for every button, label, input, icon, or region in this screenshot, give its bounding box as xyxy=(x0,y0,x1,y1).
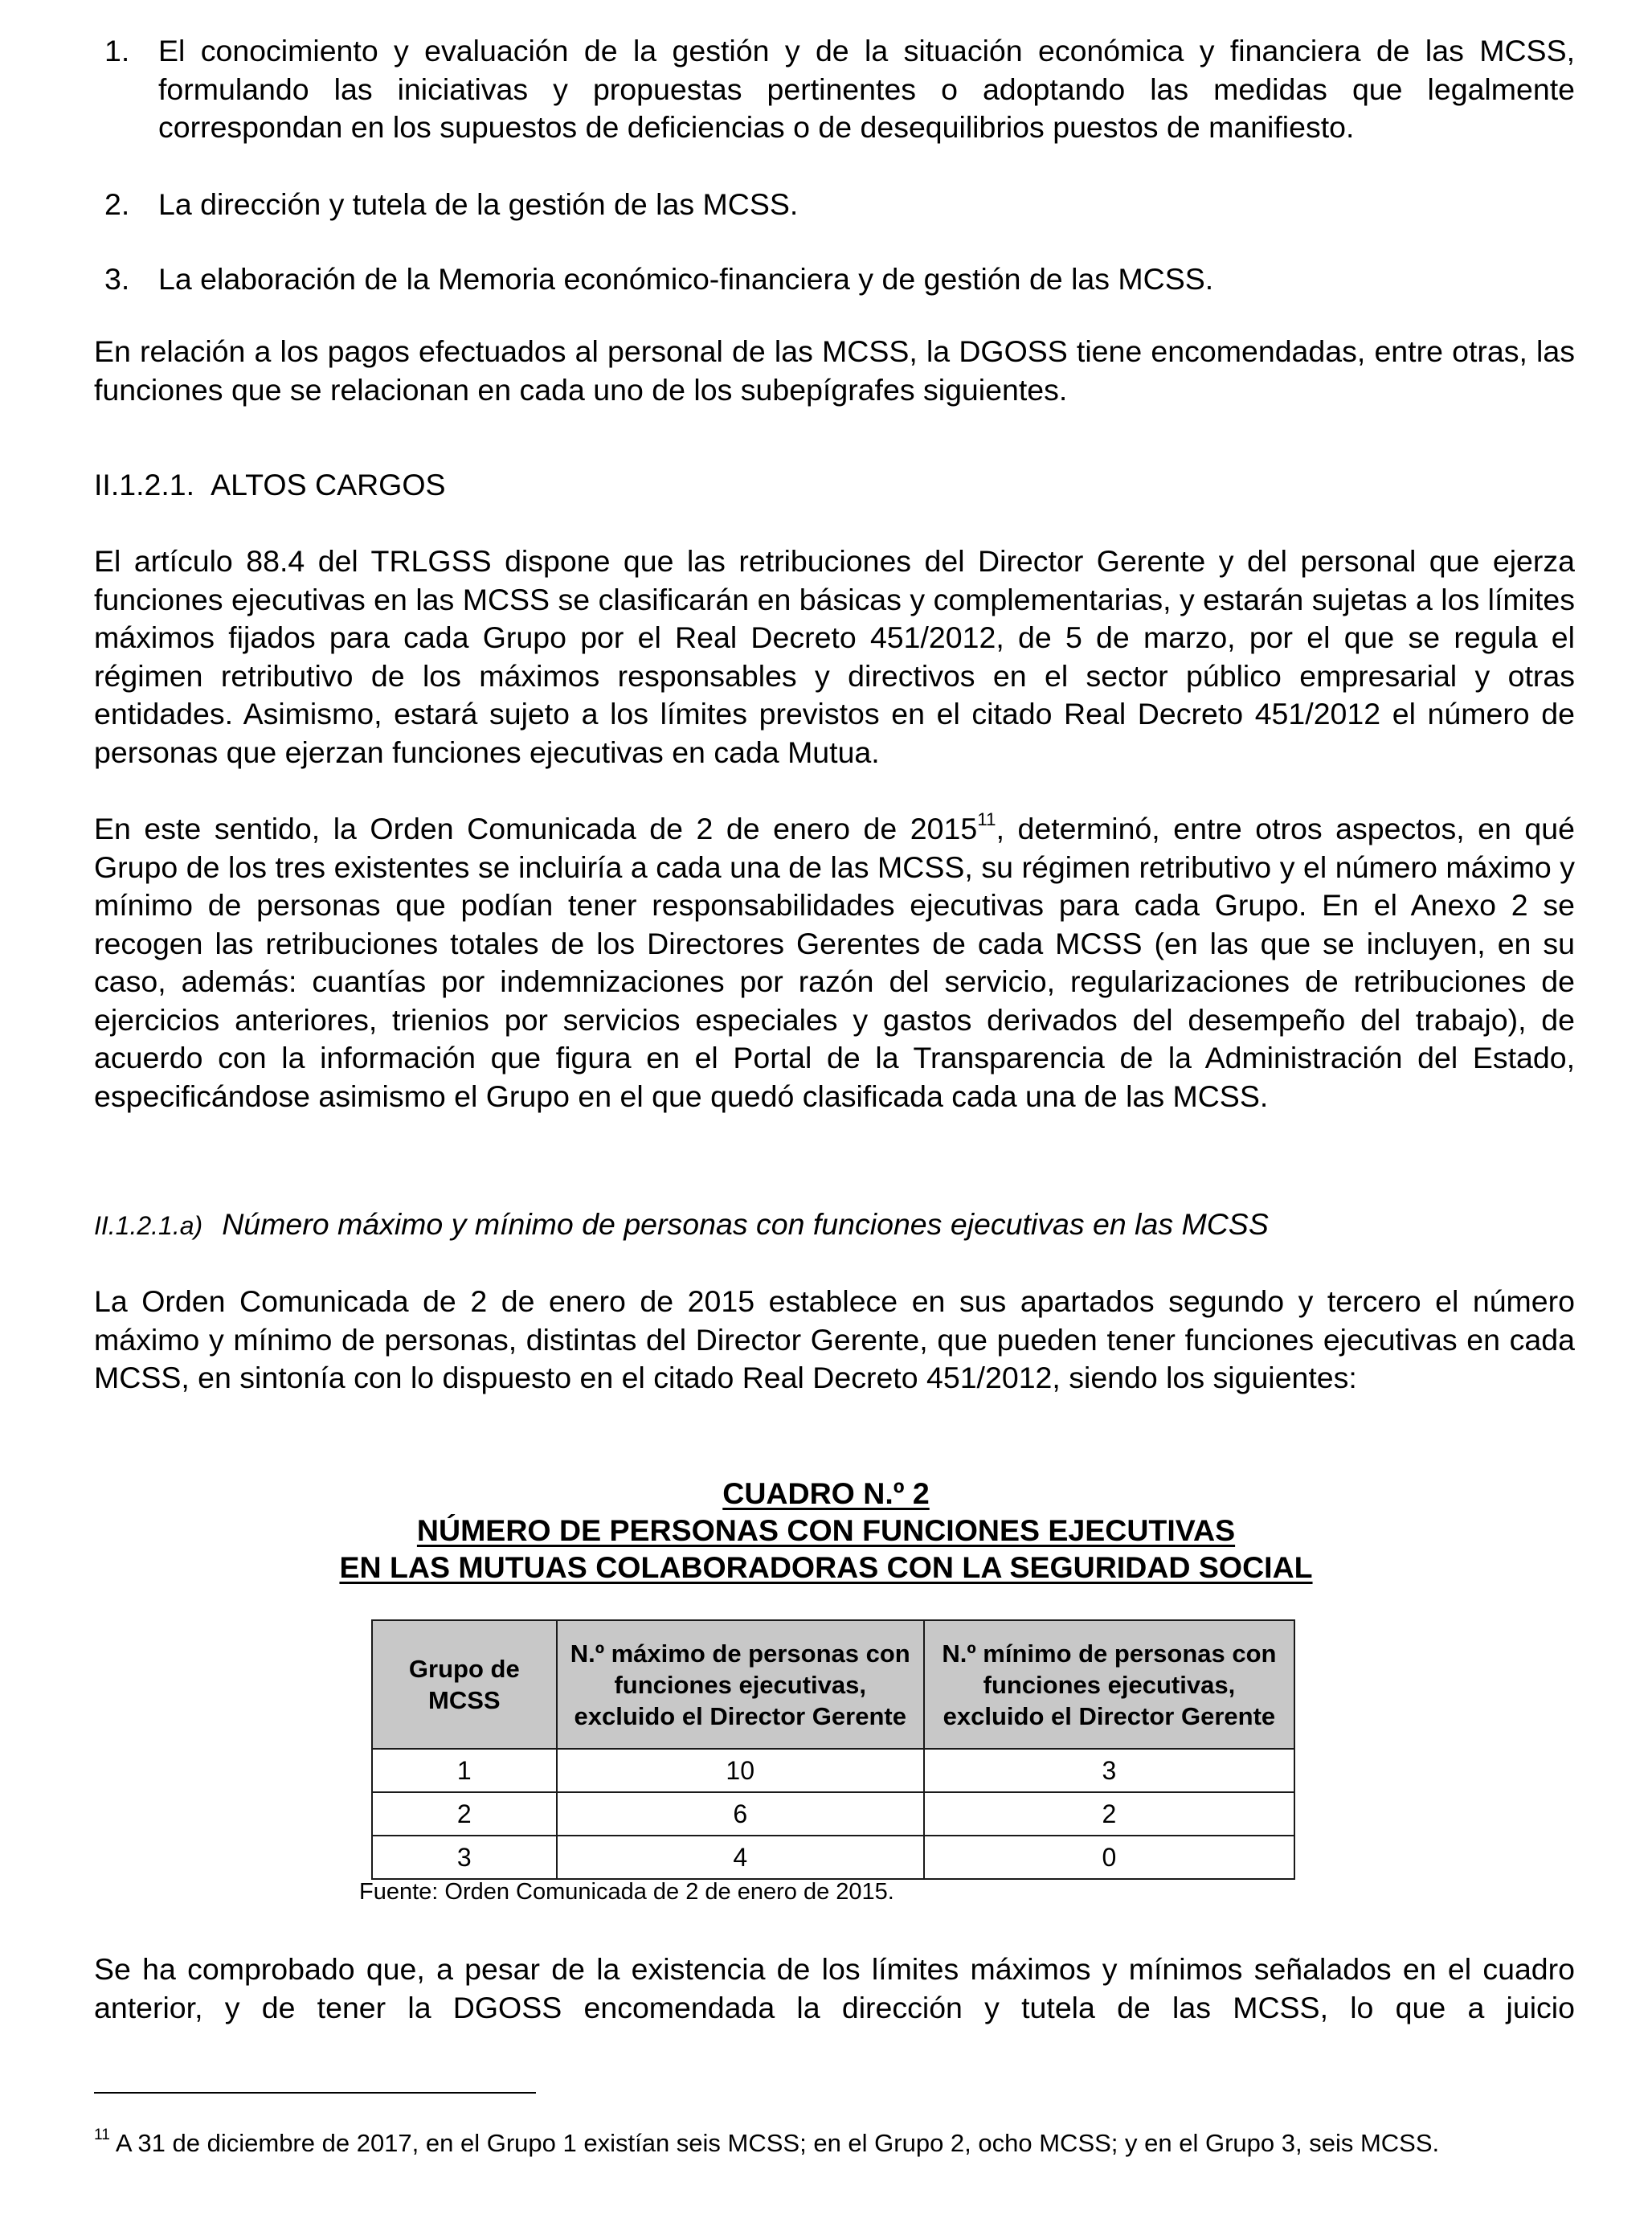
paragraph-article-88-4: El artículo 88.4 del TRLGSS dispone que las retribuciones del Director Gerente y del personal que ejerza funciones ejecutivas en las MCSS se clasificarán en básicas y complementarias, y estarán sujetas a los límites máximos fijados para cada Grupo por el Real Decreto 451/2012, de 5 de marzo, por el que se regula el régimen retributivo de los máximos responsables y directivos en el sector público empresarial y otras entidades. Asimismo, estará sujeto a los límites previstos en el citado Real Decreto 451/2012 el número de personas que ejerzan funciones ejecutivas en cada Mutua. xyxy=(94,544,1575,769)
table-title-line-1 xyxy=(0,1475,1652,1512)
footnote xyxy=(94,2127,1575,2160)
list-number: 1. xyxy=(104,34,130,68)
paragraph-text: En este sentido, la Orden Comunicada de 2 de enero de 2015 xyxy=(94,812,978,845)
cell-grupo: 3 xyxy=(372,1836,557,1879)
table-header-row xyxy=(372,1620,1294,1749)
section-title: ALTOS CARGOS xyxy=(211,468,446,501)
list-number: 2. xyxy=(104,187,130,221)
cell-maximo: 4 xyxy=(557,1836,924,1879)
paragraph-intro: En relación a los pagos efectuados al personal de las MCSS, la DGOSS tiene encomendadas, entre otras, las funciones que se relacionan en cada uno de los subepígrafes siguientes. xyxy=(94,334,1575,407)
cell-maximo: 6 xyxy=(557,1792,924,1836)
footnote-text: A 31 de diciembre de 2017, en el Grupo 1 existían seis MCSS; en el Grupo 2, ocho MCSS; y en el Grupo 3, seis MCSS. xyxy=(115,2129,1440,2157)
cell-minimo: 3 xyxy=(924,1749,1294,1792)
header-minimo: N.º mínimo de personas con funciones ejecutivas, excluido el Director Gerente xyxy=(924,1620,1294,1749)
cell-minimo: 2 xyxy=(924,1792,1294,1836)
paragraph-orden-2015: La Orden Comunicada de 2 de enero de 2015 establece en sus apartados segundo y tercero el número máximo y mínimo de personas, distintas del Director Gerente, que pueden tener funciones ejecutivas en cada MCSS, en sintonía con lo dispuesto en el citado Real Decreto 451/2012, siendo los siguientes: xyxy=(94,1284,1575,1394)
table-title-text: CUADRO N.º 2 xyxy=(722,1476,930,1510)
section-code: II.1.2.1. xyxy=(94,468,195,501)
cell-minimo: 0 xyxy=(924,1836,1294,1879)
table-row xyxy=(372,1792,1294,1836)
table-title-line-2 xyxy=(0,1512,1652,1549)
executive-limits-table xyxy=(371,1619,1295,1880)
subsection-title: Número máximo y mínimo de personas con funciones ejecutivas en las MCSS xyxy=(222,1207,1269,1241)
table-row xyxy=(372,1836,1294,1879)
section-heading xyxy=(94,466,446,505)
list-text: La dirección y tutela de la gestión de las MCSS. xyxy=(158,187,799,221)
subsection-heading xyxy=(94,1206,1269,1246)
cell-maximo: 10 xyxy=(557,1749,924,1792)
footnote-reference[interactable]: 11 xyxy=(977,809,996,830)
cell-grupo: 1 xyxy=(372,1749,557,1792)
footnote-separator xyxy=(94,2092,536,2094)
paragraph-text: , determinó, entre otros aspectos, en qué Grupo de los tres existentes se incluiría a cada una de las MCSS, su régimen retributivo y el número máximo y mínimo de personas que podían tener responsabilidades ejecutivas para cada Grupo. En el Anexo 2 se recogen las retribuciones totales de los Directores Gerentes de cada MCSS (en las que se incluyen, en su caso, además: cuantías por indemnizaciones por razón del servicio, regularizaciones de retribuciones de ejercicios anteriores, trienios por servicios especiales y gastos derivados del desempeño del trabajo), de acuerdo con la información que figura en el Portal de la Transparencia de la Administración del Estado, especificándose asimismo el Grupo en el que quedó clasificada cada una de las MCSS. xyxy=(94,812,1575,1113)
paragraph-conclusion: Se ha comprobado que, a pesar de la existencia de los límites máximos y mínimos señalados en el cuadro anterior, y de tener la DGOSS encomendada la dirección y tutela de las MCSS, lo que a juicio xyxy=(94,1952,1575,2024)
list-text: La elaboración de la Memoria económico-financiera y de gestión de las MCSS. xyxy=(158,262,1214,296)
subsection-code: II.1.2.1.a) xyxy=(94,1211,203,1240)
table-title-text: NÚMERO DE PERSONAS CON FUNCIONES EJECUTIVAS xyxy=(416,1513,1236,1547)
paragraph-orden-comunicada xyxy=(94,810,1575,1116)
list-text: El conocimiento y evaluación de la gestión y de la situación económica y financiera de las MCSS, formulando las iniciativas y propuestas pertinentes o adoptando las medidas que legalmente correspondan en los supuestos de deficiencias o de desequilibrios puestos de manifiesto. xyxy=(158,34,1575,144)
list-number: 3. xyxy=(104,262,130,296)
header-maximo: N.º máximo de personas con funciones ejecutivas, excluido el Director Gerente xyxy=(557,1620,924,1749)
table-title-text: EN LAS MUTUAS COLABORADORAS CON LA SEGURIDAD SOCIAL xyxy=(339,1550,1313,1584)
table-row xyxy=(372,1749,1294,1792)
header-grupo: Grupo de MCSS xyxy=(372,1620,557,1749)
cell-grupo: 2 xyxy=(372,1792,557,1836)
table-source: Fuente: Orden Comunicada de 2 de enero de 2015. xyxy=(359,1879,894,1905)
footnote-number: 11 xyxy=(94,2126,110,2143)
table-title-line-3 xyxy=(0,1549,1652,1586)
